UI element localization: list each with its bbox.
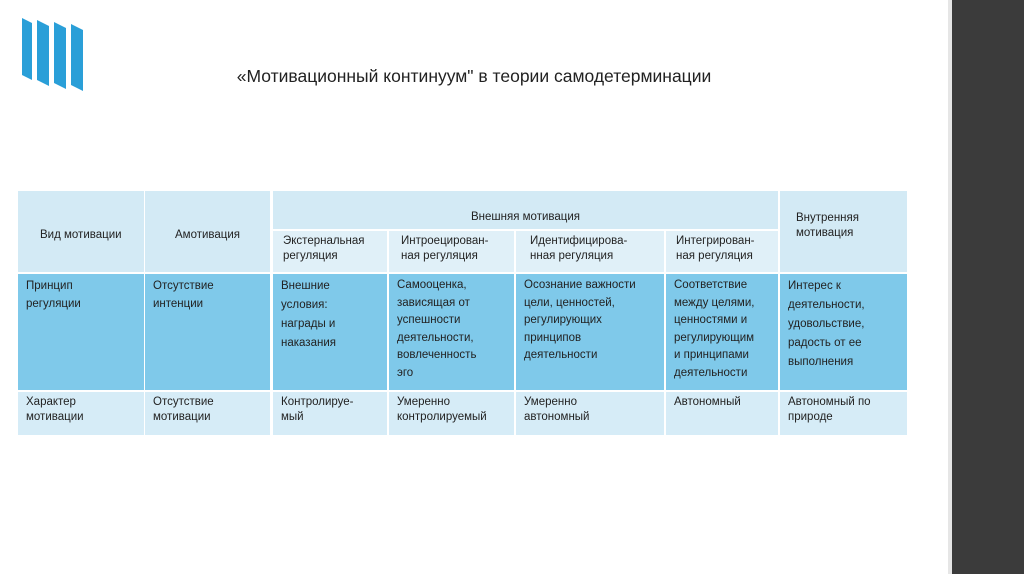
row1-identified: Осознание важности цели, ценностей, регулирующих принципов деятельности [524,279,636,361]
row1-external-cell [273,274,387,390]
row1-integrated: Соответствие между целями, ценностями и регулирующим и принципами деятельности [674,279,755,379]
side-panel [948,0,1024,574]
row1-integrated-cell [666,274,778,390]
header-sub-identified: Идентифицирова- нная регуляция [530,235,628,262]
row1-introjected: Самооценка, зависящая от успешности деятельности, вовлеченность эго [397,279,477,379]
header-sub-external: Экстернальная регуляция [283,235,365,262]
header-sub-integrated: Интегрирован- ная регуляция [676,235,755,262]
row2-integrated-cell [666,392,778,435]
header-type: Вид мотивации [40,229,122,241]
row2-identified: Умеренно автономный [524,396,590,423]
row1-label: Принцип регуляции [26,280,81,310]
slide-title: «Мотивационный континуум" в теории самодетерминации [236,66,712,86]
header-type-cell [18,191,144,272]
header-sub-introjected-cell [389,231,514,272]
row2-label: Характер мотивации [26,396,84,423]
row2-introjected: Умеренно контролируемый [397,396,487,423]
header-sub-external-cell [273,231,387,272]
header-sub-introjected: Интроецирован- ная регуляция [401,235,489,262]
row2-amotivation: Отсутствие мотивации [153,396,214,423]
header-internal: Внутренняя мотивация [796,212,859,239]
header-external-group: Внешняя мотивация [471,211,580,223]
row1-amotivation-cell [145,274,270,390]
row2-internal-cell [780,392,907,435]
row2-identified-cell [516,392,664,435]
row2-external: Контролируе- мый [281,396,354,423]
row1-internal-cell [780,274,907,390]
row1-introjected-cell [389,274,514,390]
row1-identified-cell [516,274,664,390]
header-amotivation-cell [145,191,270,272]
row1-label-cell [18,274,144,390]
row2-amotivation-cell [145,392,270,435]
header-sub-integrated-cell [666,231,778,272]
row2-external-cell [273,392,387,435]
row2-integrated: Автономный [674,396,741,408]
header-sub-identified-cell [516,231,664,272]
row2-label-cell [18,392,144,435]
row1-external: Внешние условия: награды и наказания [281,280,336,349]
header-external-group-cell [273,191,778,229]
header-amotivation: Амотивация [175,229,241,241]
row1-internal: Интерес к деятельности, удовольствие, радость от ее выполнения [788,280,865,368]
row1-amotivation: Отсутствие интенции [153,280,214,310]
header-internal-cell [780,191,907,272]
row2-introjected-cell [389,392,514,435]
row2-internal: Автономный по природе [788,396,871,423]
